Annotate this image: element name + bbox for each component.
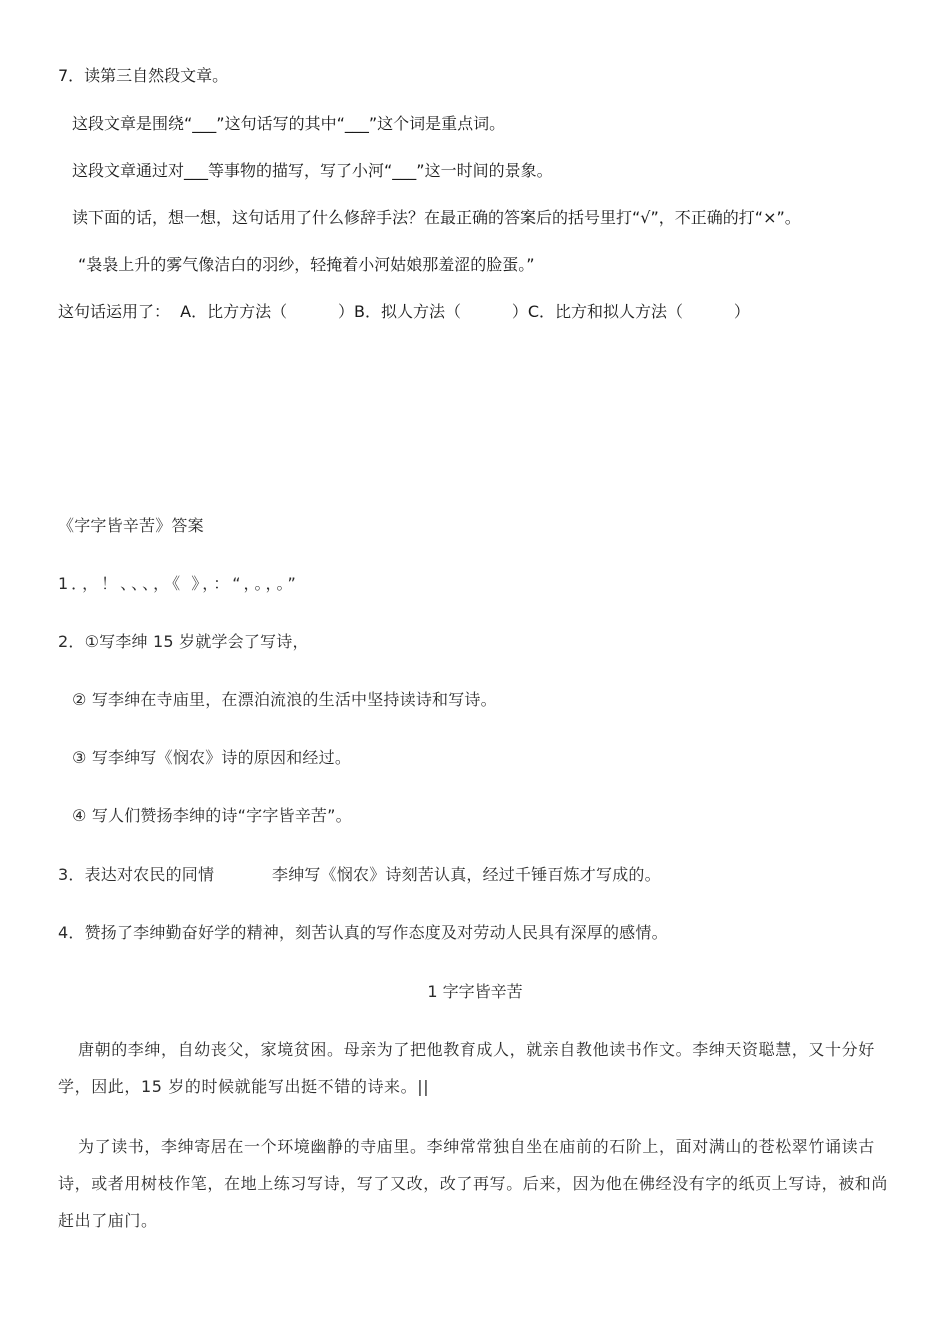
question-7-line-1: 这段文章是围绕“___”这句话写的其中“___”这个词是重点词。 <box>72 114 506 133</box>
question-7-line-3: 读下面的话，想一想，这句话用了什么修辞手法？在最正确的答案后的括号里打“√”，不正确的打“×”。 <box>72 208 801 227</box>
answer-2-item-3: ③ 写李绅写《悯农》诗的原因和经过。 <box>72 748 352 767</box>
question-7-title: 7．读第三自然段文章。 <box>58 66 229 85</box>
answer-4: 4．赞扬了李绅勤奋好学的精神，刻苦认真的写作态度及对劳动人民具有深厚的感情。 <box>58 923 668 942</box>
story-paragraph-2: 为了读书，李绅寄居在一个环境幽静的寺庙里。李绅常常独自坐在庙前的石阶上，面对满山的苍松翠竹诵读古诗，或者用树枝作笔，在地上练习写诗，写了又改，改了再写。后来，因为他在佛经没有字的纸页上写诗，被和尚赶出了庙门。 <box>58 1137 889 1230</box>
story-paragraph-1: 唐朝的李绅，自幼丧父，家境贫困。母亲为了把他教育成人，就亲自教他读书作文。李绅天资聪慧，又十分好学，因此，15 岁的时候就能写出挺不错的诗来。|| <box>58 1040 875 1096</box>
answer-1: 1．，！、、、，《 》，：“，。，。” <box>58 574 299 593</box>
question-7-line-2: 这段文章通过对___等事物的描写，写了小河“___”这一时间的景象。 <box>72 161 553 180</box>
question-7-options: 这句话运用了： A．比方方法（ ）B．拟人方法（ ）C．比方和拟人方法（ ） <box>58 302 750 321</box>
answer-2: 2．①写李绅 15 岁就学会了写诗， <box>58 632 309 651</box>
answer-3-left: 3．表达对农民的同情 <box>58 865 215 884</box>
answers-heading: 《字字皆辛苦》答案 <box>58 516 204 535</box>
answer-2-item-2: ② 写李绅在寺庙里，在漂泊流浪的生活中坚持读诗和写诗。 <box>72 690 497 709</box>
answer-3-right: 李绅写《悯农》诗刻苦认真，经过千锤百炼才写成的。 <box>272 865 661 884</box>
story-title: 1 字字皆辛苦 <box>427 982 523 1001</box>
answer-2-item-4: ④ 写人们赞扬李绅的诗“字字皆辛苦”。 <box>72 806 352 825</box>
question-7-quote: “袅袅上升的雾气像洁白的羽纱，轻掩着小河姑娘那羞涩的脸蛋。” <box>78 255 535 274</box>
